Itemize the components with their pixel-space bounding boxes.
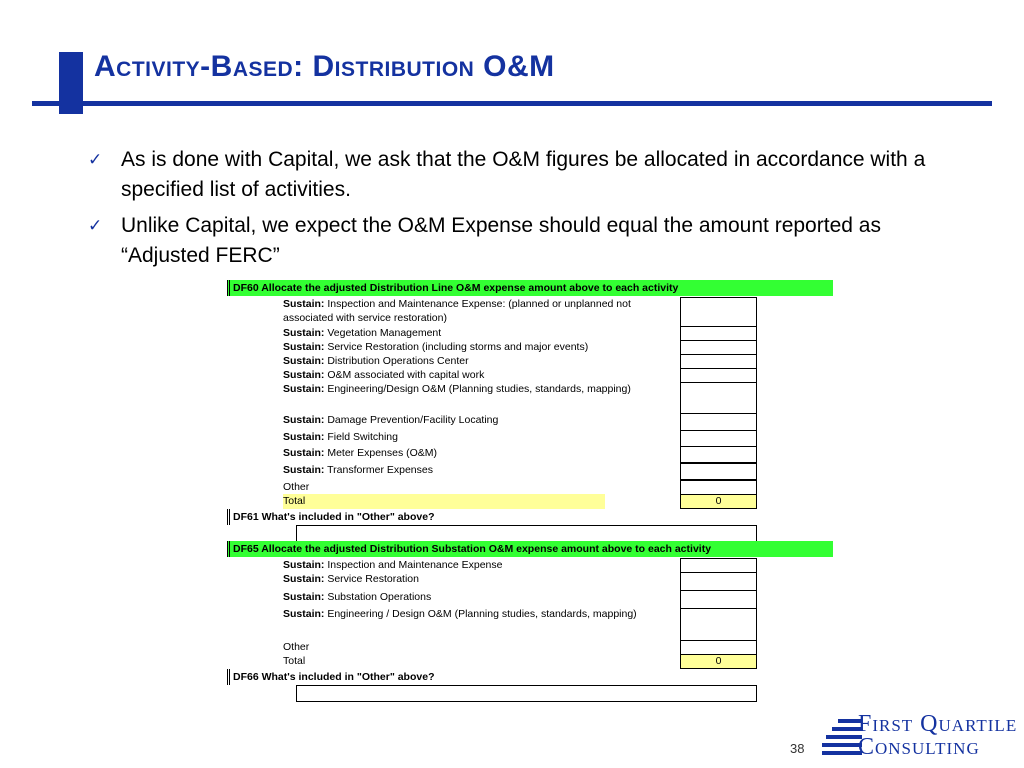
df60-value-cell[interactable] xyxy=(680,446,757,463)
df60-row-label: Sustain: Damage Prevention/Facility Locating xyxy=(283,414,499,426)
df60-row-label: Sustain: Service Restoration (including storms and major events) xyxy=(283,341,589,353)
df65-row-label: Sustain: Engineering / Design O&M (Planning studies, standards, mapping) xyxy=(283,608,637,620)
df66-answer-box[interactable] xyxy=(296,685,757,702)
df60-value-cell[interactable] xyxy=(680,382,757,414)
df65-row-label: Other xyxy=(283,641,310,653)
bullet-list xyxy=(88,145,938,277)
df61-question: DF61 What's included in "Other" above? xyxy=(227,509,627,525)
df60-value-cell[interactable] xyxy=(680,368,757,383)
df65-row-label: Sustain: Service Restoration xyxy=(283,573,419,585)
df60-header: DF60 Allocate the adjusted Distribution Line O&M expense amount above to each activity xyxy=(227,280,833,296)
df60-row-label: Sustain: Field Switching xyxy=(283,431,398,443)
df65-row-label: Sustain: Substation Operations xyxy=(283,591,432,603)
df60-row-label: Sustain: Transformer Expenses xyxy=(283,464,433,476)
df60-row-label: Sustain: Distribution Operations Center xyxy=(283,355,469,367)
df60-row-label: Sustain: Inspection and Maintenance Expense: (planned or unplanned not associated with service restoration) xyxy=(283,298,631,324)
df60-value-cell[interactable] xyxy=(680,480,757,495)
df60-value-cell[interactable] xyxy=(680,413,757,431)
df60-row-label: Sustain: O&M associated with capital work xyxy=(283,369,485,381)
title-underline xyxy=(32,101,992,106)
df65-value-cell[interactable] xyxy=(680,590,757,609)
df65-total-label: Total xyxy=(283,655,306,667)
df60-value-cell[interactable] xyxy=(680,463,757,480)
logo-line-1: First Quartile xyxy=(858,711,1018,737)
logo-line-2: Consulting xyxy=(858,734,980,760)
checkmark-icon: ✓ xyxy=(88,150,103,169)
df60-row-label: Sustain: Meter Expenses (O&M) xyxy=(283,447,438,459)
df60-row-label: Other xyxy=(283,481,310,493)
df60-total-label: Total xyxy=(283,494,605,509)
slide-title: Activity-Based: Distribution O&M xyxy=(94,50,555,83)
df60-row-label: Sustain: Engineering/Design O&M (Planning studies, standards, mapping) xyxy=(283,383,631,395)
bullet-text: Unlike Capital, we expect the O&M Expense should equal the amount reported as “Adjusted FERC” xyxy=(121,214,881,267)
df60-total-value: 0 xyxy=(680,494,757,509)
df66-question: DF66 What's included in "Other" above? xyxy=(227,669,627,685)
df65-value-cell[interactable] xyxy=(680,608,757,641)
df60-value-cell[interactable] xyxy=(680,297,757,327)
page-number: 38 xyxy=(790,741,805,756)
bullet-text: As is done with Capital, we ask that the O&M figures be allocated in accordance with a specified list of activities. xyxy=(121,148,926,201)
checkmark-icon: ✓ xyxy=(88,216,103,235)
df65-value-cell[interactable] xyxy=(680,640,757,655)
df60-value-cell[interactable] xyxy=(680,430,757,447)
df61-answer-box[interactable] xyxy=(296,525,757,542)
df65-header: DF65 Allocate the adjusted Distribution Substation O&M expense amount above to each activity xyxy=(227,541,833,557)
df65-row-label: Sustain: Inspection and Maintenance Expense xyxy=(283,559,503,571)
df65-value-cell[interactable] xyxy=(680,558,757,573)
company-logo xyxy=(822,711,1022,761)
logo-stripes-icon xyxy=(822,715,862,761)
df60-row-label: Sustain: Vegetation Management xyxy=(283,327,442,339)
df60-value-cell[interactable] xyxy=(680,326,757,341)
bullet-item xyxy=(88,145,938,205)
df60-value-cell[interactable] xyxy=(680,340,757,355)
spreadsheet-excerpt xyxy=(227,280,833,702)
df65-total-value: 0 xyxy=(680,654,757,669)
df60-value-cell[interactable] xyxy=(680,354,757,369)
df65-value-cell[interactable] xyxy=(680,572,757,591)
bullet-item xyxy=(88,211,938,271)
